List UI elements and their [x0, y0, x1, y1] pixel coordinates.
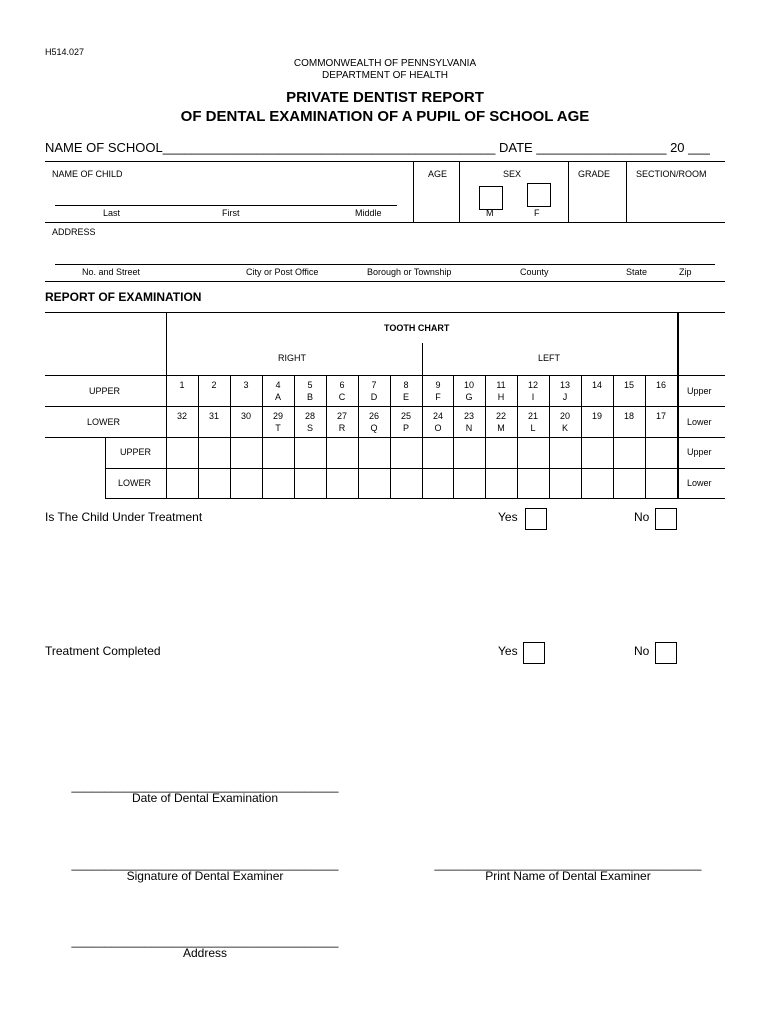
state-label: State — [626, 267, 648, 277]
tooth-number: 9 — [435, 380, 441, 390]
agency-line1: COMMONWEALTH OF PENNSYLVANIA — [293, 58, 477, 69]
year-field[interactable]: ___ — [688, 140, 710, 155]
upper-mark-cell[interactable] — [581, 437, 613, 467]
lower-tooth-22[interactable] — [485, 410, 517, 434]
lower-mark-cell[interactable] — [262, 468, 294, 498]
left-label: LEFT — [538, 353, 561, 363]
upper-mark-cell[interactable] — [390, 437, 422, 467]
male-label: M — [486, 208, 494, 218]
lower-tooth-17[interactable] — [645, 410, 677, 422]
lower-tooth-18[interactable] — [613, 410, 645, 422]
lower-tooth-29[interactable] — [262, 410, 294, 434]
lower-tooth-24[interactable] — [422, 410, 454, 434]
lower-mark-cell[interactable] — [645, 468, 677, 498]
upper-mark-cell[interactable] — [198, 437, 230, 467]
upper-mark-cell[interactable] — [517, 437, 549, 467]
report-heading: REPORT OF EXAMINATION — [45, 290, 202, 304]
lower-side-label: Lower — [687, 417, 712, 427]
county-label: County — [520, 267, 549, 277]
date-field[interactable]: __________________ — [536, 140, 667, 155]
upper-side-label-2: Upper — [687, 447, 712, 457]
tooth-letter: P — [402, 423, 409, 433]
upper-tooth-3[interactable] — [230, 379, 262, 391]
upper-tooth-12[interactable] — [517, 379, 549, 403]
treatment-completed-yes-label: Yes — [498, 644, 518, 658]
tooth-chart-title: TOOTH CHART — [384, 323, 450, 333]
lower-tooth-26[interactable] — [358, 410, 390, 434]
tooth-letter: J — [562, 392, 568, 402]
tooth-letter: G — [465, 392, 473, 402]
tooth-number: 18 — [623, 411, 634, 421]
lower-mark-cell[interactable] — [581, 468, 613, 498]
borough-label: Borough or Township — [367, 267, 452, 277]
tooth-letter: R — [338, 423, 346, 433]
tooth-number: 24 — [432, 411, 443, 421]
lower-mark-cell[interactable] — [613, 468, 645, 498]
lower-tooth-30[interactable] — [230, 410, 262, 422]
last-label: Last — [103, 208, 121, 218]
tooth-number: 27 — [336, 411, 347, 421]
tooth-number: 6 — [339, 380, 345, 390]
tooth-letter: D — [370, 392, 378, 402]
first-label: First — [222, 208, 240, 218]
address-line[interactable] — [55, 264, 715, 265]
sex-male-checkbox[interactable] — [479, 186, 503, 210]
tooth-number: 19 — [591, 411, 602, 421]
year-label: 20 — [670, 140, 685, 155]
lower-tooth-25[interactable] — [390, 410, 422, 434]
school-row — [45, 140, 710, 155]
title-line1: PRIVATE DENTIST REPORT — [286, 89, 484, 106]
signature-line[interactable]: ________________________________________ — [71, 857, 339, 871]
tooth-number: 14 — [591, 380, 602, 390]
tooth-letter: B — [306, 392, 313, 402]
lower-tooth-19[interactable] — [581, 410, 613, 422]
grade-label: GRADE — [578, 169, 611, 179]
lower-tooth-27[interactable] — [326, 410, 358, 434]
lower-row-label: LOWER — [87, 417, 121, 427]
tooth-letter: O — [434, 423, 442, 433]
upper-row-label: UPPER — [89, 386, 121, 396]
tooth-letter: H — [497, 392, 505, 402]
tooth-letter: N — [465, 423, 473, 433]
child-name-label: NAME OF CHILD — [52, 169, 123, 179]
school-name-field[interactable]: ______________________________________________ — [162, 140, 496, 155]
lower-sub-label: LOWER — [118, 478, 152, 488]
tooth-number: 15 — [623, 380, 634, 390]
tooth-number: 20 — [559, 411, 570, 421]
upper-tooth-9[interactable] — [422, 379, 454, 403]
upper-tooth-5[interactable] — [294, 379, 326, 403]
upper-mark-cell[interactable] — [485, 437, 517, 467]
tooth-letter: Q — [370, 423, 378, 433]
upper-mark-cell[interactable] — [230, 437, 262, 467]
tooth-number: 10 — [463, 380, 474, 390]
tooth-letter: S — [306, 423, 313, 433]
examiner-address-label: Address — [182, 946, 228, 960]
upper-tooth-10[interactable] — [453, 379, 485, 403]
lower-mark-cell[interactable] — [198, 468, 230, 498]
lower-mark-cell[interactable] — [294, 468, 326, 498]
sex-label: SEX — [503, 169, 522, 179]
examiner-address-line[interactable]: ________________________________________ — [71, 934, 339, 948]
tooth-number: 16 — [655, 380, 666, 390]
lower-mark-cell[interactable] — [485, 468, 517, 498]
treatment-completed-label: Treatment Completed — [45, 644, 161, 658]
lower-tooth-28[interactable] — [294, 410, 326, 434]
tooth-number: 3 — [243, 380, 249, 390]
upper-tooth-2[interactable] — [198, 379, 230, 391]
city-label: City or Post Office — [246, 267, 319, 277]
zip-label: Zip — [679, 267, 692, 277]
tooth-number: 5 — [307, 380, 313, 390]
tooth-number: 7 — [371, 380, 377, 390]
tooth-number: 31 — [208, 411, 219, 421]
upper-mark-cell[interactable] — [549, 437, 581, 467]
tooth-number: 8 — [403, 380, 409, 390]
tooth-number: 22 — [495, 411, 506, 421]
under-treatment-label: Is The Child Under Treatment — [45, 510, 203, 524]
upper-tooth-16[interactable] — [645, 379, 677, 391]
lower-mark-cell[interactable] — [166, 468, 198, 498]
upper-tooth-7[interactable] — [358, 379, 390, 403]
tooth-letter: M — [497, 423, 505, 433]
tooth-letter: C — [338, 392, 346, 402]
tooth-number: 2 — [211, 380, 217, 390]
tooth-number: 4 — [275, 380, 281, 390]
tooth-letter: K — [561, 423, 568, 433]
lower-mark-cell[interactable] — [326, 468, 358, 498]
exam-date-line[interactable]: ________________________________________ — [71, 779, 339, 793]
upper-mark-cell[interactable] — [358, 437, 390, 467]
address-label: ADDRESS — [52, 227, 96, 237]
upper-tooth-11[interactable] — [485, 379, 517, 403]
tooth-letter: E — [402, 392, 409, 402]
tooth-number: 13 — [559, 380, 570, 390]
upper-mark-cell[interactable] — [262, 437, 294, 467]
under-treatment-yes-label: Yes — [498, 510, 518, 524]
lower-tooth-21[interactable] — [517, 410, 549, 434]
tooth-number: 26 — [368, 411, 379, 421]
exam-date-label: Date of Dental Examination — [131, 791, 279, 805]
treatment-completed-yes-checkbox[interactable] — [523, 642, 545, 664]
tooth-number: 25 — [400, 411, 411, 421]
treatment-completed-no-label: No — [634, 644, 650, 658]
school-name-label: NAME OF SCHOOL — [45, 140, 163, 155]
upper-mark-cell[interactable] — [453, 437, 485, 467]
tooth-letter: I — [531, 392, 535, 402]
lower-tooth-31[interactable] — [198, 410, 230, 422]
signature-label: Signature of Dental Examiner — [126, 869, 284, 883]
treatment-completed-no-checkbox[interactable] — [655, 642, 677, 664]
upper-tooth-8[interactable] — [390, 379, 422, 403]
upper-tooth-15[interactable] — [613, 379, 645, 391]
right-label: RIGHT — [278, 353, 306, 363]
lower-mark-cell[interactable] — [422, 468, 454, 498]
upper-mark-cell[interactable] — [613, 437, 645, 467]
tooth-number: 23 — [463, 411, 474, 421]
lower-side-label-2: Lower — [687, 478, 712, 488]
under-treatment-no-checkbox[interactable] — [655, 508, 677, 530]
lower-mark-cell[interactable] — [453, 468, 485, 498]
tooth-number: 30 — [240, 411, 251, 421]
upper-mark-cell[interactable] — [645, 437, 677, 467]
date-label: DATE — [498, 140, 533, 155]
print-name-line[interactable]: ________________________________________ — [434, 857, 702, 871]
print-name-label: Print Name of Dental Examiner — [485, 869, 651, 883]
tooth-number: 1 — [179, 380, 185, 390]
tooth-letter: F — [435, 392, 441, 402]
upper-mark-cell[interactable] — [294, 437, 326, 467]
under-treatment-yes-checkbox[interactable] — [525, 508, 547, 530]
upper-tooth-14[interactable] — [581, 379, 613, 391]
upper-tooth-13[interactable] — [549, 379, 581, 403]
street-label: No. and Street — [82, 267, 141, 277]
upper-mark-cell[interactable] — [326, 437, 358, 467]
lower-tooth-23[interactable] — [453, 410, 485, 434]
lower-tooth-20[interactable] — [549, 410, 581, 434]
age-label: AGE — [428, 169, 448, 179]
tooth-number: 17 — [655, 411, 666, 421]
upper-mark-cell[interactable] — [166, 437, 198, 467]
lower-mark-cell[interactable] — [517, 468, 549, 498]
lower-mark-cell[interactable] — [358, 468, 390, 498]
lower-mark-cell[interactable] — [549, 468, 581, 498]
tooth-letter: A — [274, 392, 281, 402]
lower-tooth-32[interactable] — [166, 410, 198, 422]
section-room-label: SECTION/ROOM — [636, 169, 707, 179]
middle-label: Middle — [355, 208, 382, 218]
tooth-number: 11 — [496, 380, 506, 390]
upper-mark-cell[interactable] — [422, 437, 454, 467]
tooth-number: 28 — [304, 411, 315, 421]
lower-mark-cell[interactable] — [390, 468, 422, 498]
tooth-number: 21 — [527, 411, 538, 421]
tooth-letter: L — [530, 423, 536, 433]
sex-female-checkbox[interactable] — [527, 183, 551, 207]
tooth-number: 12 — [527, 380, 538, 390]
tooth-number: 32 — [176, 411, 187, 421]
child-name-line[interactable] — [55, 205, 397, 206]
upper-side-label: Upper — [687, 386, 712, 396]
lower-mark-cell[interactable] — [230, 468, 262, 498]
upper-tooth-4[interactable] — [262, 379, 294, 403]
under-treatment-no-label: No — [634, 510, 650, 524]
upper-tooth-6[interactable] — [326, 379, 358, 403]
female-label: F — [534, 208, 540, 218]
agency-line2: DEPARTMENT OF HEALTH — [322, 70, 448, 81]
form-code: H514.027 — [45, 47, 85, 57]
upper-sub-label: UPPER — [120, 447, 152, 457]
tooth-number: 29 — [272, 411, 283, 421]
tooth-letter: T — [275, 423, 281, 433]
upper-tooth-1[interactable] — [166, 379, 198, 391]
title-line2: OF DENTAL EXAMINATION OF A PUPIL OF SCHOOL AGE — [180, 108, 590, 125]
